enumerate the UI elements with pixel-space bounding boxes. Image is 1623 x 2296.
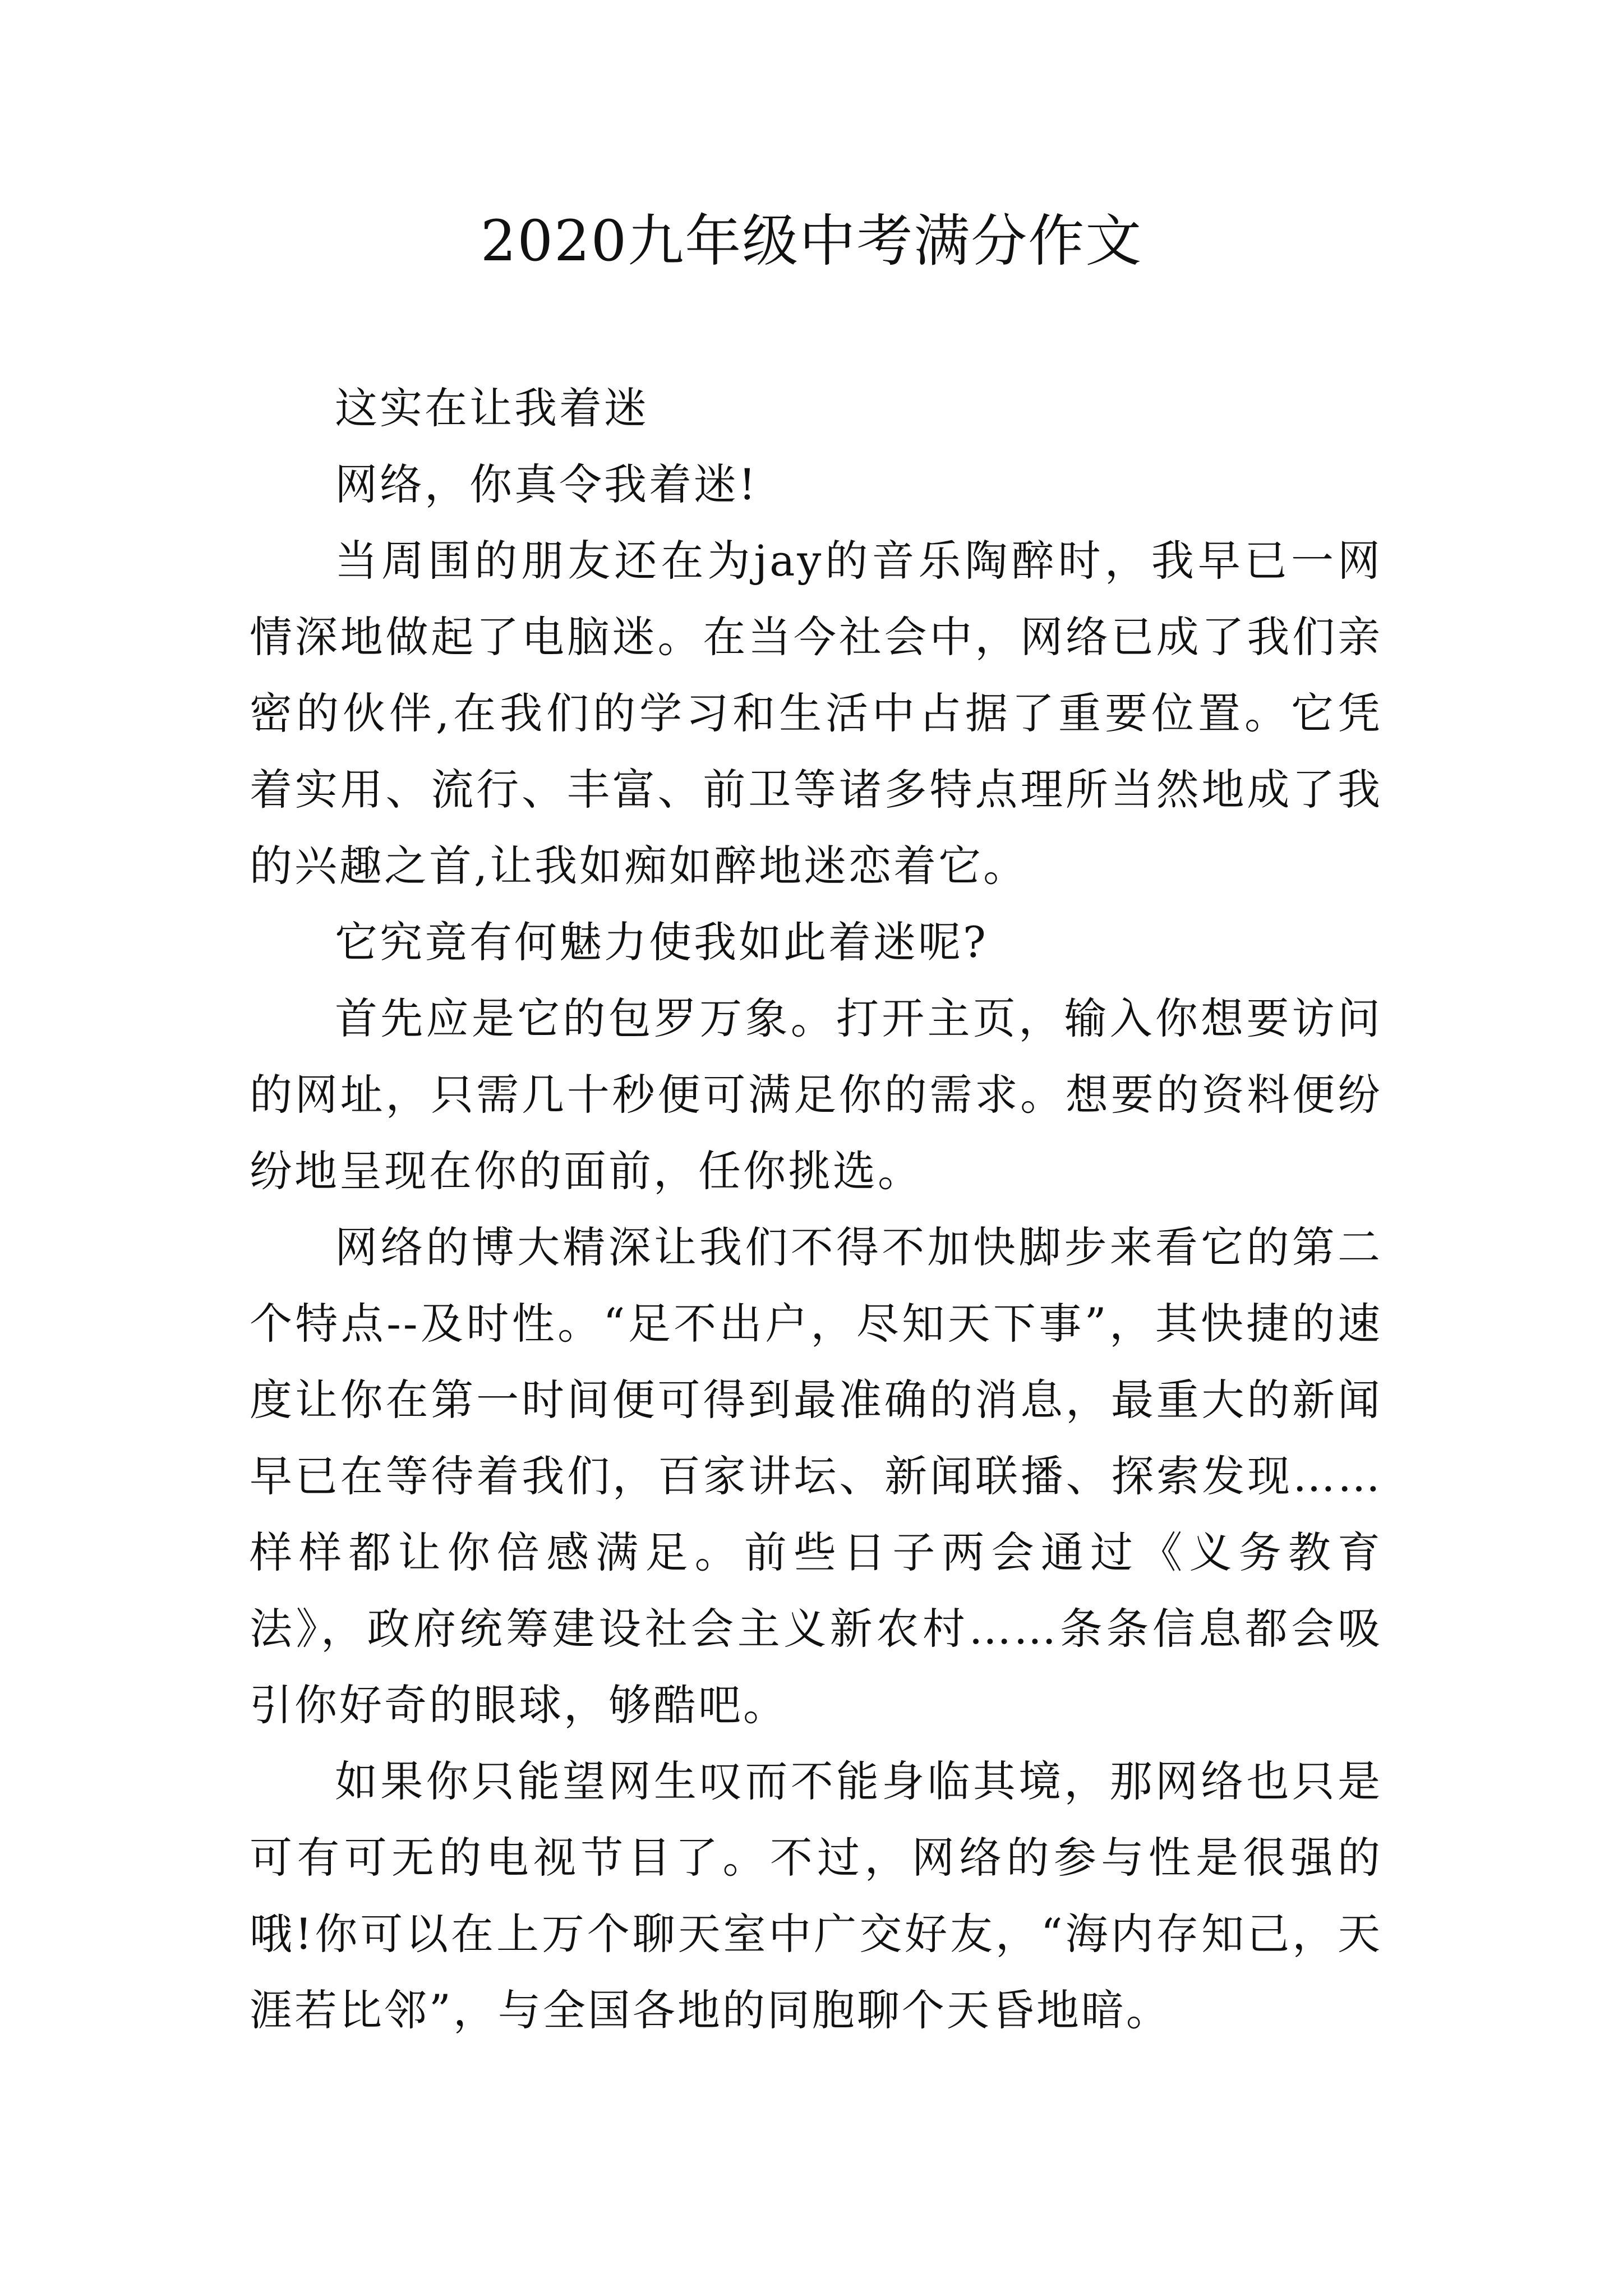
paragraph-2: 当周围的朋友还在为jay的音乐陶醉时，我早已一网情深地做起了电脑迷。在当今社会中，网络已成了我们亲密的伙伴,在我们的学习和生活中占据了重要位置。它凭着实用、流行、丰富、前卫等诸多特点理所当然地成了我的兴趣之首,让我如痴如醉地迷恋着它。 bbox=[250, 536, 1382, 891]
paragraph-4: 首先应是它的包罗万象。打开主页，输入你想要访问的网址，只需几十秒便可满足你的需求。想要的资料便纷纷地呈现在你的面前，任你挑选。 bbox=[250, 993, 1382, 1196]
paragraph-6: 如果你只能望网生叹而不能身临其境，那网络也只是可有可无的电视节目了。不过，网络的参与性是很强的哦!你可以在上万个聊天室中广交好友，“海内存知己，天涯若比邻”，与全国各地的同胞聊个天昏地暗。 bbox=[250, 1756, 1382, 2035]
paragraph-5: 网络的博大精深让我们不得不加快脚步来看它的第二个特点--及时性。“足不出户，尽知天下事”，其快捷的速度让你在第一时间便可得到最准确的消息，最重大的新闻早已在等待着我们，百家讲坛、新闻联播、探索发现……样样都让你倍感满足。前些日子两会通过《义务教育法》，政府统筹建设社会主义新农村……条条信息都会吸引你好奇的眼球，够酷吧。 bbox=[250, 1222, 1382, 1730]
document-title: 2020九年级中考满分作文 bbox=[480, 208, 1143, 274]
paragraph-3: 它究竟有何魅力使我如此着迷呢? bbox=[335, 917, 988, 967]
essay-heading-paragraph: 这实在让我着迷 bbox=[335, 383, 649, 433]
paragraph-1: 网络，你真令我着迷! bbox=[335, 459, 758, 509]
document-body bbox=[250, 370, 1382, 2049]
